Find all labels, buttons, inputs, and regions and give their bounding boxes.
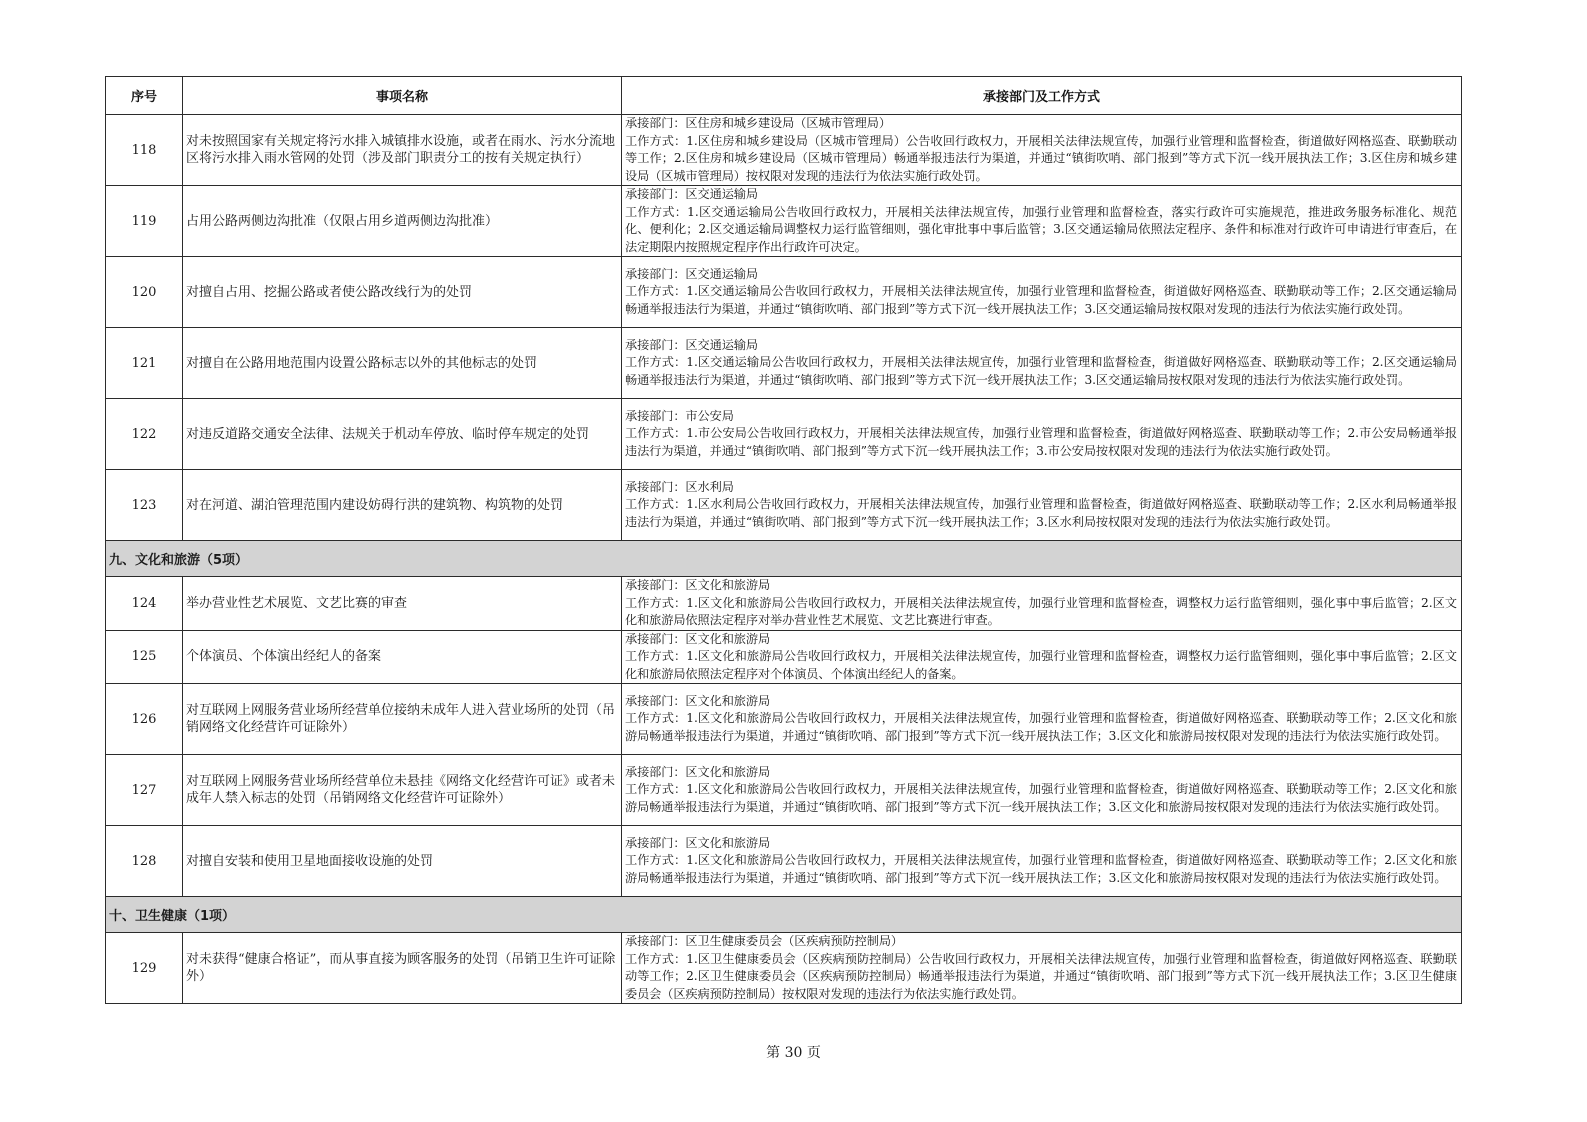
table-row <box>106 684 1462 755</box>
row-number: 123 <box>106 470 183 541</box>
work-method: 工作方式：1.区文化和旅游局公告收回行政权力，开展相关法律法规宣传，加强行业管理和监督检查，调整权力运行监管细则，强化事中事后监管；2.区文化和旅游局依照法定程序对个体演员、个体演出经纪人的备案。 <box>625 649 1457 681</box>
section-title: 九、文化和旅游（5项） <box>106 541 1462 577</box>
work-method: 工作方式：1.区文化和旅游局公告收回行政权力，开展相关法律法规宣传，加强行业管理和监督检查，街道做好网格巡查、联勤联动等工作；2.区文化和旅游局畅通举报违法行为渠道，并通过“镇街吹哨、部门报到”等方式下沉一线开展执法工作；3.区文化和旅游局按权限对发现的违法行为依法实施行政处罚。 <box>625 782 1457 814</box>
undertaking-dept: 承接部门：区文化和旅游局 <box>625 835 771 850</box>
work-method: 工作方式：1.市公安局公告收回行政权力，开展相关法律法规宣传，加强行业管理和监督检查，街道做好网格巡查、联勤联动等工作；2.市公安局畅通举报违法行为渠道，并通过“镇街吹哨、部门报到”等方式下沉一线开展执法工作；3.市公安局按权限对发现的违法行为依法实施行政处罚。 <box>625 426 1457 458</box>
table-row <box>106 755 1462 826</box>
item-name: 举办营业性艺术展览、文艺比赛的审查 <box>183 577 622 631</box>
table-row <box>106 470 1462 541</box>
undertaking-dept: 承接部门：区交通运输局 <box>625 337 758 352</box>
row-number: 126 <box>106 684 183 755</box>
item-name: 对在河道、湖泊管理范围内建设妨碍行洪的建筑物、构筑物的处罚 <box>183 470 622 541</box>
work-method: 工作方式：1.区文化和旅游局公告收回行政权力，开展相关法律法规宣传，加强行业管理和监督检查，街道做好网格巡查、联勤联动等工作；2.区文化和旅游局畅通举报违法行为渠道，并通过“镇街吹哨、部门报到”等方式下沉一线开展执法工作；3.区文化和旅游局按权限对发现的违法行为依法实施行政处罚。 <box>625 711 1457 743</box>
header-name: 事项名称 <box>183 77 622 115</box>
dept-method-cell <box>622 755 1462 826</box>
table-row <box>106 115 1462 186</box>
table-row <box>106 186 1462 257</box>
item-name: 占用公路两侧边沟批准（仅限占用乡道两侧边沟批准） <box>183 186 622 257</box>
header-dept: 承接部门及工作方式 <box>622 77 1462 115</box>
dept-method-cell <box>622 630 1462 684</box>
item-name: 对擅自占用、挖掘公路或者使公路改线行为的处罚 <box>183 257 622 328</box>
item-name: 对擅自安装和使用卫星地面接收设施的处罚 <box>183 826 622 897</box>
work-method: 工作方式：1.区交通运输局公告收回行政权力，开展相关法律法规宣传，加强行业管理和监督检查，落实行政许可实施规范，推进政务服务标准化、规范化、便利化；2.区交通运输局调整权力运行监管细则，强化审批事中事后监管；3.区交通运输局依照法定程序、条件和标准对行政许可申请进行审查后，在法定期限内按照规定程序作出行政许可决定。 <box>625 204 1457 254</box>
undertaking-dept: 承接部门：区文化和旅游局 <box>625 631 771 646</box>
item-name: 对未按照国家有关规定将污水排入城镇排水设施，或者在雨水、污水分流地区将污水排入雨水管网的处罚（涉及部门职责分工的按有关规定执行） <box>183 115 622 186</box>
dept-method-cell <box>622 328 1462 399</box>
undertaking-dept: 承接部门：区文化和旅游局 <box>625 764 771 779</box>
table-row <box>106 257 1462 328</box>
undertaking-dept: 承接部门：区文化和旅游局 <box>625 578 771 592</box>
table-row <box>106 826 1462 897</box>
table-header-row <box>106 77 1462 115</box>
work-method: 工作方式：1.区交通运输局公告收回行政权力，开展相关法律法规宣传，加强行业管理和监督检查，街道做好网格巡查、联勤联动等工作；2.区交通运输局畅通举报违法行为渠道，并通过“镇街吹哨、部门报到”等方式下沉一线开展执法工作；3.区交通运输局按权限对发现的违法行为依法实施行政处罚。 <box>625 284 1457 316</box>
undertaking-dept: 承接部门：区卫生健康委员会（区疾病预防控制局） <box>625 934 904 948</box>
row-number: 127 <box>106 755 183 826</box>
dept-method-cell <box>622 399 1462 470</box>
header-no: 序号 <box>106 77 183 115</box>
dept-method-cell <box>622 186 1462 257</box>
item-name: 对未获得“健康合格证”，而从事直接为顾客服务的处罚（吊销卫生许可证除外） <box>183 933 622 1004</box>
item-name: 对互联网上网服务营业场所经营单位未悬挂《网络文化经营许可证》或者未成年人禁入标志的处罚（吊销网络文化经营许可证除外） <box>183 755 622 826</box>
authority-table <box>105 76 1462 1004</box>
item-name: 对擅自在公路用地范围内设置公路标志以外的其他标志的处罚 <box>183 328 622 399</box>
section-row <box>106 897 1462 933</box>
work-method: 工作方式：1.区文化和旅游局公告收回行政权力，开展相关法律法规宣传，加强行业管理和监督检查，调整权力运行监管细则，强化事中事后监管；2.区文化和旅游局依照法定程序对举办营业性艺术展览、文艺比赛进行审查。 <box>625 595 1457 627</box>
work-method: 工作方式：1.区交通运输局公告收回行政权力，开展相关法律法规宣传，加强行业管理和监督检查，街道做好网格巡查、联勤联动等工作；2.区交通运输局畅通举报违法行为渠道，并通过“镇街吹哨、部门报到”等方式下沉一线开展执法工作；3.区交通运输局按权限对发现的违法行为依法实施行政处罚。 <box>625 355 1457 387</box>
undertaking-dept: 承接部门：区文化和旅游局 <box>625 693 771 708</box>
undertaking-dept: 承接部门：区住房和城乡建设局（区城市管理局） <box>625 116 891 130</box>
dept-method-cell <box>622 826 1462 897</box>
dept-method-cell <box>622 684 1462 755</box>
dept-method-cell <box>622 115 1462 186</box>
row-number: 124 <box>106 577 183 631</box>
row-number: 129 <box>106 933 183 1004</box>
dept-method-cell <box>622 470 1462 541</box>
item-name: 对互联网上网服务营业场所经营单位接纳未成年人进入营业场所的处罚（吊销网络文化经营许可证除外） <box>183 684 622 755</box>
undertaking-dept: 承接部门：区交通运输局 <box>625 187 758 201</box>
undertaking-dept: 承接部门：市公安局 <box>625 408 734 423</box>
item-name: 个体演员、个体演出经纪人的备案 <box>183 630 622 684</box>
row-number: 118 <box>106 115 183 186</box>
dept-method-cell <box>622 933 1462 1004</box>
row-number: 121 <box>106 328 183 399</box>
section-title: 十、卫生健康（1项） <box>106 897 1462 933</box>
undertaking-dept: 承接部门：区交通运输局 <box>625 266 758 281</box>
row-number: 122 <box>106 399 183 470</box>
work-method: 工作方式：1.区文化和旅游局公告收回行政权力，开展相关法律法规宣传，加强行业管理和监督检查，街道做好网格巡查、联勤联动等工作；2.区文化和旅游局畅通举报违法行为渠道，并通过“镇街吹哨、部门报到”等方式下沉一线开展执法工作；3.区文化和旅游局按权限对发现的违法行为依法实施行政处罚。 <box>625 853 1457 885</box>
work-method: 工作方式：1.区水利局公告收回行政权力，开展相关法律法规宣传，加强行业管理和监督检查，街道做好网格巡查、联勤联动等工作；2.区水利局畅通举报违法行为渠道，并通过“镇街吹哨、部门报到”等方式下沉一线开展执法工作；3.区水利局按权限对发现的违法行为依法实施行政处罚。 <box>625 497 1457 529</box>
row-number: 119 <box>106 186 183 257</box>
row-number: 128 <box>106 826 183 897</box>
table-row <box>106 933 1462 1004</box>
work-method: 工作方式：1.区住房和城乡建设局（区城市管理局）公告收回行政权力，开展相关法律法规宣传，加强行业管理和监督检查，街道做好网格巡查、联勤联动等工作；2.区住房和城乡建设局（区城市管理局）畅通举报违法行为渠道，并通过“镇街吹哨、部门报到”等方式下沉一线开展执法工作；3.区住房和城乡建设局（区城市管理局）按权限对发现的违法行为依法实施行政处罚。 <box>625 133 1457 183</box>
section-row <box>106 541 1462 577</box>
row-number: 120 <box>106 257 183 328</box>
table-row <box>106 328 1462 399</box>
dept-method-cell <box>622 257 1462 328</box>
table-row <box>106 630 1462 684</box>
table-body <box>106 115 1462 1004</box>
item-name: 对违反道路交通安全法律、法规关于机动车停放、临时停车规定的处罚 <box>183 399 622 470</box>
table-row <box>106 399 1462 470</box>
page-number: 第 30 页 <box>766 1045 821 1061</box>
dept-method-cell <box>622 577 1462 631</box>
work-method: 工作方式：1.区卫生健康委员会（区疾病预防控制局）公告收回行政权力，开展相关法律法规宣传，加强行业管理和监督检查，街道做好网格巡查、联勤联动等工作；2.区卫生健康委员会（区疾病预防控制局）畅通举报违法行为渠道，并通过“镇街吹哨、部门报到”等方式下沉一线开展执法工作；3.区卫生健康委员会（区疾病预防控制局）按权限对发现的违法行为依法实施行政处罚。 <box>625 951 1457 1001</box>
row-number: 125 <box>106 630 183 684</box>
table-row <box>106 577 1462 631</box>
undertaking-dept: 承接部门：区水利局 <box>625 479 734 494</box>
